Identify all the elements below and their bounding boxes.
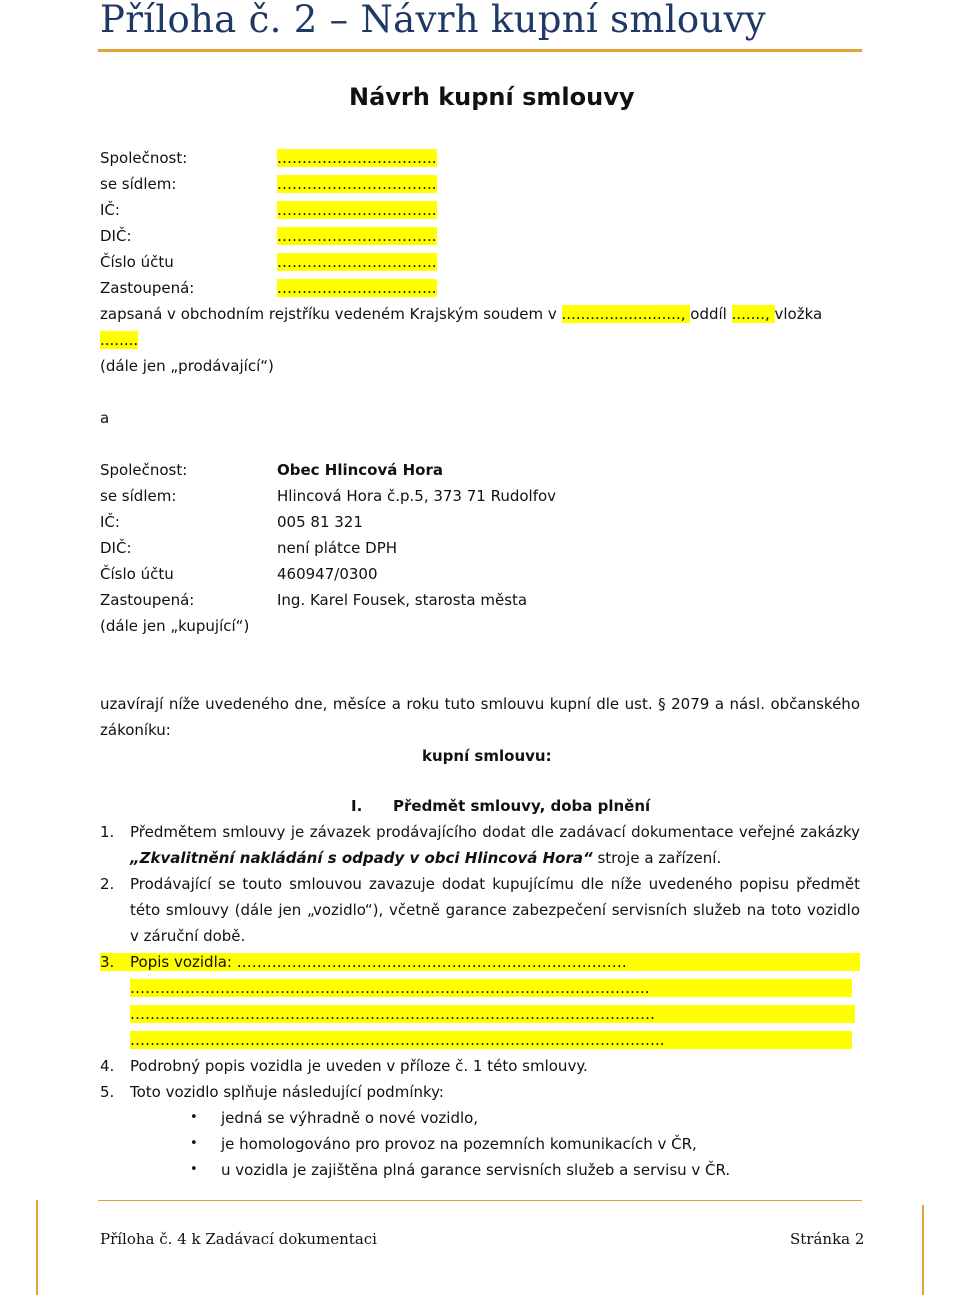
section-title: Předmět smlouvy, doba plnění <box>393 797 651 815</box>
footer-right-edge <box>922 1205 924 1295</box>
item-1-line-1: Předmětem smlouvy je závazek prodávajícího dodat dle zadávací dokumentace veřejné zakázky <box>130 823 860 841</box>
buyer-company-label: Společnost: <box>100 461 188 479</box>
buyer-address-value: Hlincová Hora č.p.5, 373 71 Rudolfov <box>277 487 557 505</box>
seller-address-value: ………………………….. <box>277 175 437 193</box>
buyer-company-value: Obec Hlincová Hora <box>277 461 443 479</box>
register-end: vložka <box>774 305 823 323</box>
footer-page-number: Stránka 2 <box>790 1230 865 1248</box>
conjunction-and: a <box>100 409 110 427</box>
footer-left-edge <box>36 1200 38 1295</box>
footer-divider <box>98 1200 862 1201</box>
intro-line-1: uzavírají níže uvedeného dne, měsíce a roku tuto smlouvu kupní dle ust. § 2079 a násl. občanského <box>100 695 860 713</box>
bullet-item-1: jedná se výhradně o nové vozidlo, <box>221 1109 479 1127</box>
item-2-line-2: této smlouvy (dále jen „vozidlo“), včetně garance zabezpečení servisních služeb na toto vozidlo <box>130 901 860 919</box>
item-4-text: Podrobný popis vozidla je uveden v příloze č. 1 této smlouvy. <box>130 1057 588 1075</box>
page-header-title: Příloha č. 2 – Návrh kupní smlouvy <box>100 0 766 41</box>
seller-role: (dále jen „prodávající“) <box>100 357 274 375</box>
intro-line-2: zákoníku: <box>100 721 171 739</box>
buyer-role: (dále jen „kupující“) <box>100 617 250 635</box>
vehicle-description-label: Popis vozidla: <box>130 953 237 971</box>
footer-attachment-note: Příloha č. 4 k Zadávací dokumentaci <box>100 1230 377 1248</box>
tender-name: „Zkvalitnění nakládání s odpady v obci Hlincová Hora“ <box>130 849 593 867</box>
buyer-dic-value: není plátce DPH <box>277 539 398 557</box>
register-court: ........................., <box>561 305 691 323</box>
seller-ic-value: ………………………….. <box>277 201 437 219</box>
header-divider <box>98 49 862 52</box>
buyer-representative-label: Zastoupená: <box>100 591 195 609</box>
buyer-ic-value: 005 81 321 <box>277 513 363 531</box>
item-5-text: Toto vozidlo splňuje následující podmínky: <box>130 1083 444 1101</box>
register-mid: oddíl <box>690 305 732 323</box>
vehicle-description-blank-4: …………………………………………………………………………………………….. <box>130 1031 852 1049</box>
buyer-account-value: 460947/0300 <box>277 565 378 583</box>
bullet-icon: • <box>190 1162 198 1177</box>
contract-subject: kupní smlouvu: <box>422 747 552 765</box>
seller-account-label: Číslo účtu <box>100 253 174 271</box>
buyer-representative-value: Ing. Karel Fousek, starosta města <box>277 591 528 609</box>
vehicle-description-blank-2: ………………………………………………………………………………………….. <box>130 979 852 997</box>
item-2-line-3: v záruční době. <box>130 927 246 945</box>
item-2-line-1: Prodávající se touto smlouvou zavazuje dodat kupujícímu dle níže uvedeného popisu předmět <box>130 875 860 893</box>
seller-dic-label: DIČ: <box>100 227 132 245</box>
buyer-ic-label: IČ: <box>100 513 120 531</box>
register-insert: ........ <box>100 331 139 349</box>
item-3-line-1 <box>130 953 860 971</box>
vehicle-description-blank-3: …………………………………………………………………………………………… <box>130 1005 855 1023</box>
buyer-dic-label: DIČ: <box>100 539 132 557</box>
item-1-line-2-rest: stroje a zařízení. <box>592 849 722 867</box>
seller-company-value: ………………………….. <box>277 149 437 167</box>
seller-address-label: se sídlem: <box>100 175 177 193</box>
seller-representative-value: ………………………….. <box>277 279 437 297</box>
buyer-address-label: se sídlem: <box>100 487 177 505</box>
seller-company-label: Společnost: <box>100 149 188 167</box>
buyer-account-label: Číslo účtu <box>100 565 174 583</box>
item-2-number: 2. <box>100 875 115 893</box>
vehicle-description-blank-1: …………………………………………………………………… <box>236 953 627 971</box>
bullet-icon: • <box>190 1110 198 1125</box>
seller-representative-label: Zastoupená: <box>100 279 195 297</box>
item-4-number: 4. <box>100 1057 115 1075</box>
register-section: ......., <box>731 305 775 323</box>
bullet-item-2: je homologováno pro provoz na pozemních komunikacích v ČR, <box>221 1135 697 1153</box>
seller-account-value: ………………………….. <box>277 253 437 271</box>
document-title: Návrh kupní smlouvy <box>349 83 635 111</box>
seller-register-line <box>100 305 822 323</box>
seller-dic-value: ………………………….. <box>277 227 437 245</box>
item-1-number: 1. <box>100 823 115 841</box>
bullet-icon: • <box>190 1136 198 1151</box>
item-5-number: 5. <box>100 1083 115 1101</box>
bullet-item-3: u vozidla je zajištěna plná garance servisních služeb a servisu v ČR. <box>221 1161 731 1179</box>
register-prefix: zapsaná v obchodním rejstříku vedeném Krajským soudem v <box>100 305 562 323</box>
item-3-number: 3. <box>100 953 130 971</box>
seller-ic-label: IČ: <box>100 201 120 219</box>
section-number: I. <box>351 797 363 815</box>
item-1-line-2 <box>130 849 721 867</box>
